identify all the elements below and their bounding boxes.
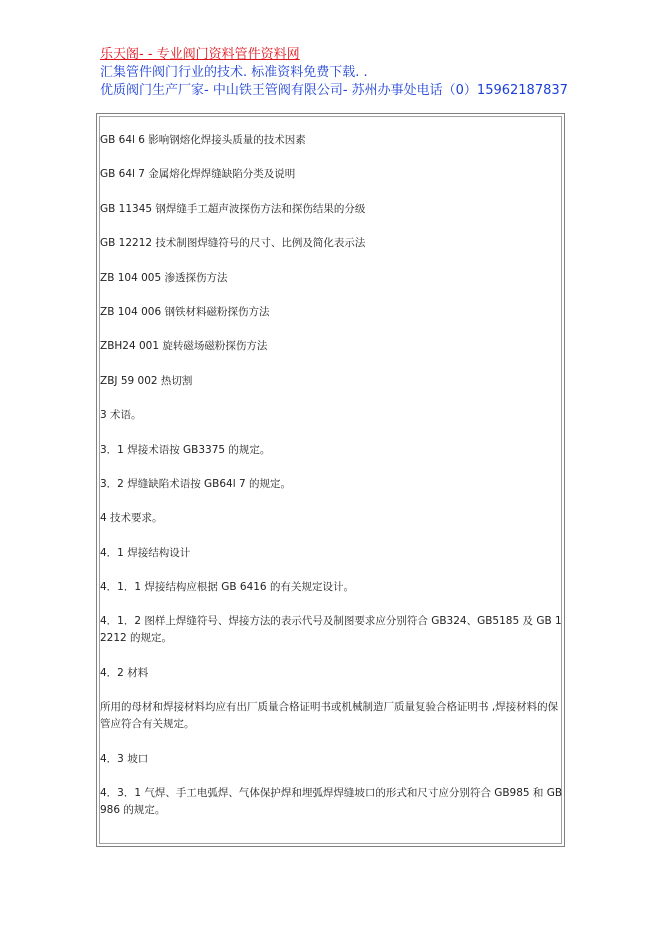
- standard-ref-gb12212: GB 12212 技术制图焊缝符号的尺寸、比例及简化表示法: [100, 237, 366, 250]
- section-heading-4: 4 技术要求。: [100, 512, 163, 525]
- standard-ref-gb6417: GB 64l 7 金属熔化焊焊缝缺陷分类及说明: [100, 168, 296, 181]
- site-tagline: 汇集管件阀门行业的技术. 标准资料免费下载. .: [100, 65, 368, 80]
- site-contact-line: 优质阀门生产厂家- 中山铁王管阀有限公司- 苏州办事处电话（0）15962187837: [100, 83, 568, 98]
- clause-4-1-2: 4．1．2 图样上焊缝符号、焊接方法的表示代号及制图要求应分别符合 GB324、GB5185 及 GB 12212 的规定。: [100, 615, 562, 645]
- standard-ref-zb104-006: ZB 104 006 钢铁材料磁粉探伤方法: [100, 305, 270, 318]
- standard-ref-zb104-005: ZB 104 005 渗透探伤方法: [100, 271, 228, 284]
- clause-3-2: 3．2 焊缝缺陷术语按 GB64l 7 的规定。: [100, 477, 292, 490]
- standard-ref-zbh24-001: ZBH24 001 旋转磁场磁粉探伤方法: [100, 340, 268, 353]
- site-title-link[interactable]: 乐天阁- - 专业阀门资料管件资料网: [100, 47, 300, 62]
- document-body: [100, 132, 564, 819]
- clause-4-2-text: 所用的母材和焊接材料均应有出厂质量合格证明书或机械制造厂质量复验合格证明书 ,焊接材料的保管应符合有关规定。: [100, 701, 559, 731]
- clause-4-1: 4．1 焊接结构设计: [100, 546, 191, 559]
- site-header: [100, 46, 620, 100]
- standard-ref-gb11345: GB 11345 钢焊缝手工超声波探伤方法和探伤结果的分级: [100, 202, 366, 215]
- standard-ref-zbj59-002: ZBJ 59 002 热切割: [100, 374, 193, 387]
- standard-ref-gb6416: GB 64l 6 影响钢熔化焊接头质量的技术因素: [100, 134, 306, 146]
- clause-3-1: 3．1 焊接术语按 GB3375 的规定。: [100, 443, 271, 456]
- clause-4-2: 4．2 材料: [100, 666, 149, 679]
- clause-4-3: 4．3 坡口: [100, 752, 149, 765]
- clause-4-1-1: 4．1．1 焊接结构应根据 GB 6416 的有关规定设计。: [100, 581, 354, 594]
- section-heading-3: 3 术语。: [100, 409, 142, 422]
- clause-4-3-1: 4．3．1 气焊、手工电弧焊、气体保护焊和埋弧焊焊缝坡口的形式和尺寸应分别符合 GB985 和 GB986 的规定。: [100, 787, 563, 817]
